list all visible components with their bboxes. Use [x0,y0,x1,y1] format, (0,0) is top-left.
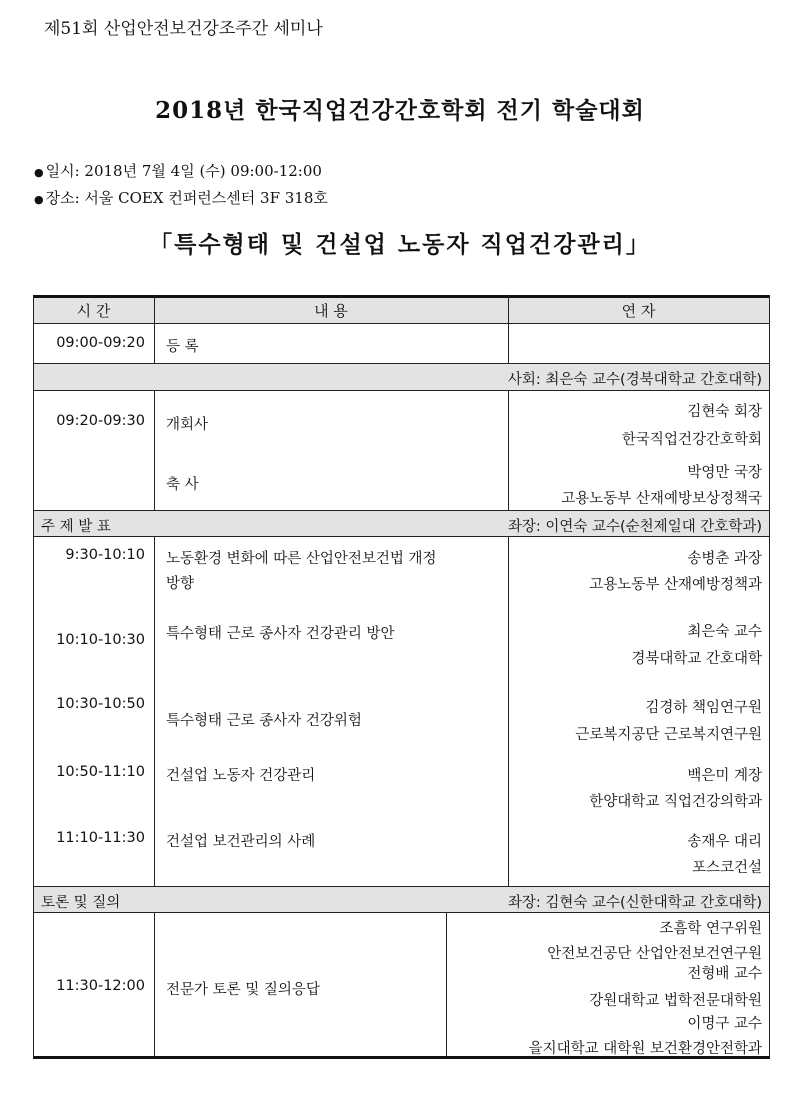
panelist-name: 이명구 교수 [687,1016,762,1032]
discussion-content: 전문가 토론 및 질의응답 [166,982,320,998]
discussion-chair: 좌장: 김현숙 교수(신한대학교 간호대학) [507,895,762,911]
speaker-org: 한양대학교 직업건강의학과 [589,794,762,810]
registration-content: 등 록 [166,339,199,355]
panelist-org: 을지대학교 대학원 보건환경안전학과 [528,1041,762,1057]
panelist-name: 전형배 교수 [687,966,762,982]
rule [154,912,155,1056]
rule [769,295,770,1059]
presentation-content: 특수형태 근로 종사자 건강위험 [166,713,362,729]
opening-speaker-org: 한국직업건강간호학회 [621,432,762,448]
presentation-content: 건설업 노동자 건강관리 [166,768,316,784]
presentation-time [33,632,145,648]
time-text: 10:30-10:50 [56,696,145,712]
rule [446,912,447,1056]
info-date [34,160,322,181]
presentation-content: 건설업 보건관리의 사례 [166,834,316,850]
congrats-content: 축 사 [166,477,199,493]
speaker-org: 포스코건설 [691,860,762,876]
bullet-icon: ● [34,193,44,206]
time-text: 10:50-11:10 [56,764,145,780]
speaker-org: 고용노동부 산재예방정책과 [589,577,762,593]
presentation-content: 특수형태 근로 종사자 건강관리 방안 [166,626,395,642]
presentation-chair: 좌장: 이연숙 교수(순천제일대 간호학과) [507,519,762,535]
presentation-time [33,764,145,780]
session-title: 「특수형태 및 건설업 노동자 직업건강관리」 [149,231,651,258]
opening-speaker-name: 김현숙 회장 [687,404,762,420]
speaker-org: 경북대학교 간호대학 [631,651,762,667]
opening-content: 개회사 [166,417,209,433]
panelist-org: 안전보건공단 산업안전보건연구원 [547,946,762,962]
time-text: 11:10-11:30 [56,830,145,846]
rule [33,510,770,511]
rule [33,536,770,537]
table-top-rule [33,295,770,298]
presentation-time [33,696,145,712]
discussion-section-label: 토론 및 질의 [41,895,121,911]
time-text: 09:20-09:30 [56,413,145,429]
presentation-content: 노동환경 변화에 따른 산업안전보건법 개정 [166,551,437,567]
discussion-time [33,978,145,994]
registration-time [33,335,145,351]
panelist-org: 강원대학교 법학전문대학원 [589,993,762,1009]
congrats-speaker-name: 박영만 국장 [687,465,762,481]
congrats-speaker-org: 고용노동부 산재예방보상정책국 [561,491,762,507]
speaker-name: 송병춘 과장 [687,551,762,567]
panelist-name: 조흠학 연구위원 [659,921,762,937]
moderator-text: 사회: 최은숙 교수(경북대학교 간호대학) [507,372,762,388]
opening-time [33,413,145,429]
rule [33,886,770,887]
rule [33,912,770,913]
date-text: 일시: 2018년 7월 4일 (수) 09:00-12:00 [45,162,322,180]
series-title: 제51회 산업안전보건강조주간 세미나 [44,19,323,39]
program-table [33,295,770,1059]
bullet-icon: ● [34,166,44,179]
presentation-time [33,547,145,563]
rule [154,536,155,886]
presentation-time [33,830,145,846]
speaker-name: 송재우 대리 [687,834,762,850]
speaker-name: 최은숙 교수 [687,624,762,640]
info-place [34,187,328,208]
speaker-name: 백은미 계장 [687,768,762,784]
speaker-name: 김경하 책임연구원 [645,700,762,716]
header-speaker: 연 자 [621,302,656,320]
rule [154,390,155,510]
header-content: 내 용 [314,302,348,320]
speaker-org: 근로복지공단 근로복지연구원 [575,727,762,743]
rule [33,295,34,1059]
time-text: 10:10-10:30 [56,632,145,648]
time-text: 9:30-10:10 [65,547,145,563]
rule [508,536,509,886]
header-time: 시 간 [76,302,111,320]
rule [33,390,770,391]
event-title: 2018년 한국직업건강간호학회 전기 학술대회 [155,97,645,124]
time-text: 11:30-12:00 [56,978,145,994]
time-text: 09:00-09:20 [56,335,145,351]
rule [33,363,770,364]
place-text: 장소: 서울 COEX 컨퍼런스센터 3F 318호 [45,189,328,207]
presentation-section-label: 주 제 발 표 [41,519,111,535]
presentation-content: 방향 [166,576,195,592]
rule [508,390,509,510]
rule [33,323,770,324]
